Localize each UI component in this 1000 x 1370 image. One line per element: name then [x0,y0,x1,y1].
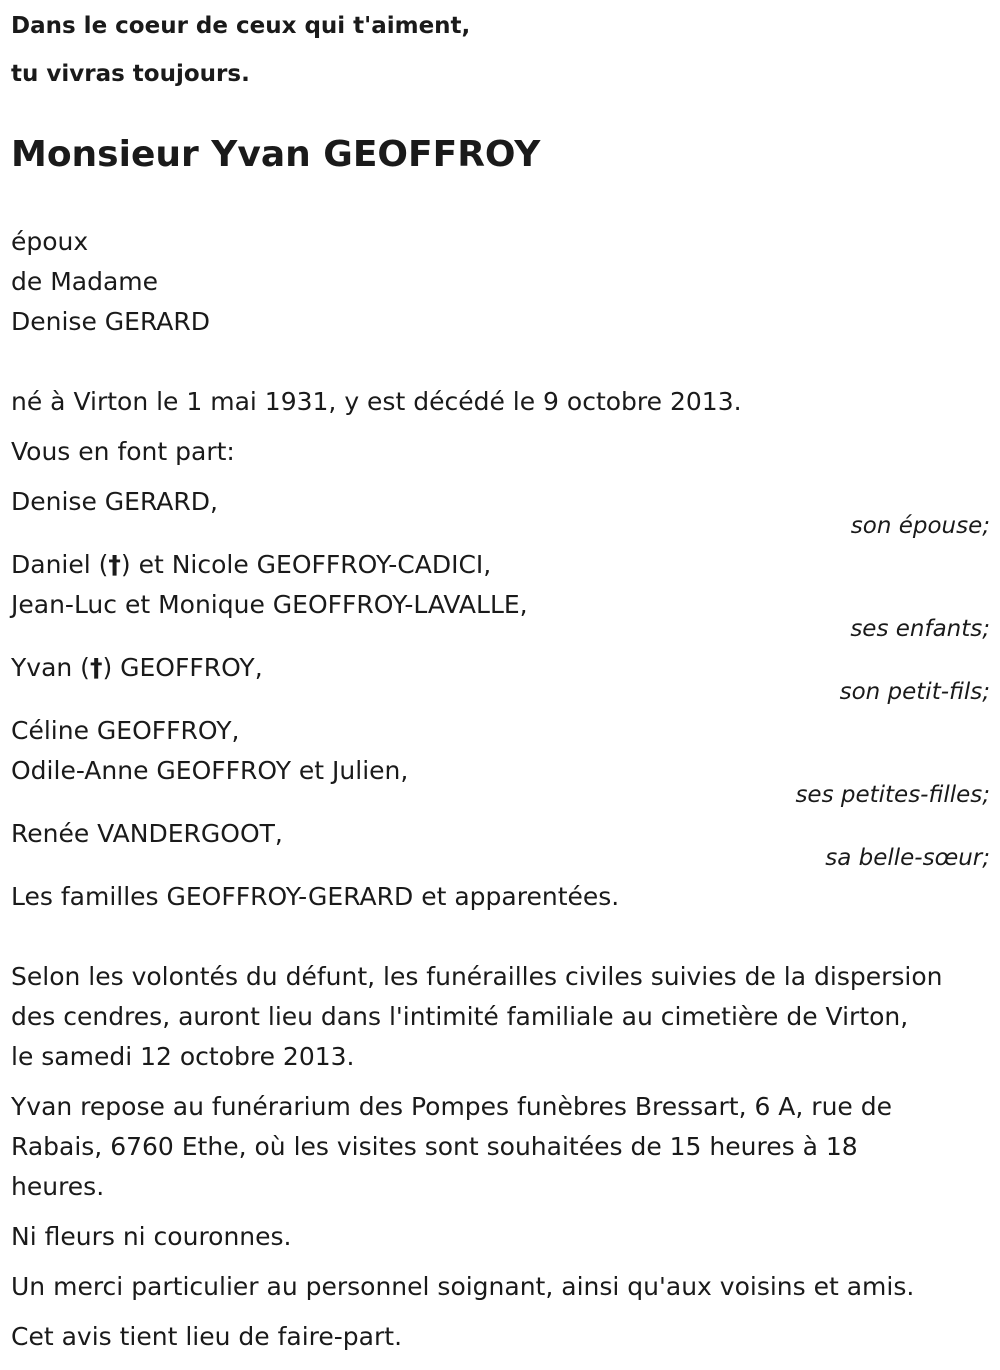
funeral-line-2: des cendres, auront lieu dans l'intimité familiale au cimetière de Virton, [11,1002,909,1031]
funeral-line-1: Selon les volontés du défunt, les funérailles civiles suivies de la dispersion [11,962,943,991]
children-line-1-start: Daniel ( [11,550,109,579]
rest-line-1: Yvan repose au funérarium des Pompes funèbres Bressart, 6 A, rue de [11,1092,893,1121]
cross-icon: † [89,653,103,682]
wife-name: Denise GERARD, [11,487,218,516]
granddaughters-role: ses petites-filles; [795,782,990,808]
sister-in-law-name: Renée VANDERGOOT, [11,819,283,848]
announce-line: Vous en font part: [11,437,235,466]
grandson-name-end: ) GEOFFROY, [102,653,263,682]
sister-in-law-role: sa belle-sœur; [825,845,990,871]
deceased-name: Monsieur Yvan GEOFFROY [11,134,541,175]
epigraph-line-2: tu vivras toujours. [11,61,250,87]
children-role: ses enfants; [850,616,990,642]
grandson-name [11,652,263,684]
flowers-line: Ni fleurs ni couronnes. [11,1222,292,1251]
granddaughters-line-1: Céline GEOFFROY, [11,716,240,745]
children-line-2: Jean-Luc et Monique GEOFFROY-LAVALLE, [11,590,528,619]
spouse-line-2: de Madame [11,267,159,296]
notice-line: Cet avis tient lieu de faire-part. [11,1322,403,1351]
families-line: Les familles GEOFFROY-GERARD et apparentées. [11,882,620,911]
birth-death-line: né à Virton le 1 mai 1931, y est décédé le 9 octobre 2013. [11,387,742,416]
grandson-name-start: Yvan ( [11,653,90,682]
spouse-line-1: époux [11,227,89,256]
children-line-1 [11,549,491,581]
rest-line-3: heures. [11,1172,105,1201]
thanks-line: Un merci particulier au personnel soignant, ainsi qu'aux voisins et amis. [11,1272,915,1301]
epigraph-line-1: Dans le coeur de ceux qui t'aiment, [11,13,471,39]
grandson-role: son petit-fils; [839,679,990,705]
wife-role: son épouse; [850,513,990,539]
spouse-line-3: Denise GERARD [11,307,211,336]
cross-icon: † [108,550,121,579]
children-line-1-end: ) et Nicole GEOFFROY-CADICI, [120,550,492,579]
rest-line-2: Rabais, 6760 Ethe, où les visites sont souhaitées de 15 heures à 18 [11,1132,858,1161]
granddaughters-line-2: Odile-Anne GEOFFROY et Julien, [11,756,409,785]
funeral-line-3: le samedi 12 octobre 2013. [11,1042,355,1071]
